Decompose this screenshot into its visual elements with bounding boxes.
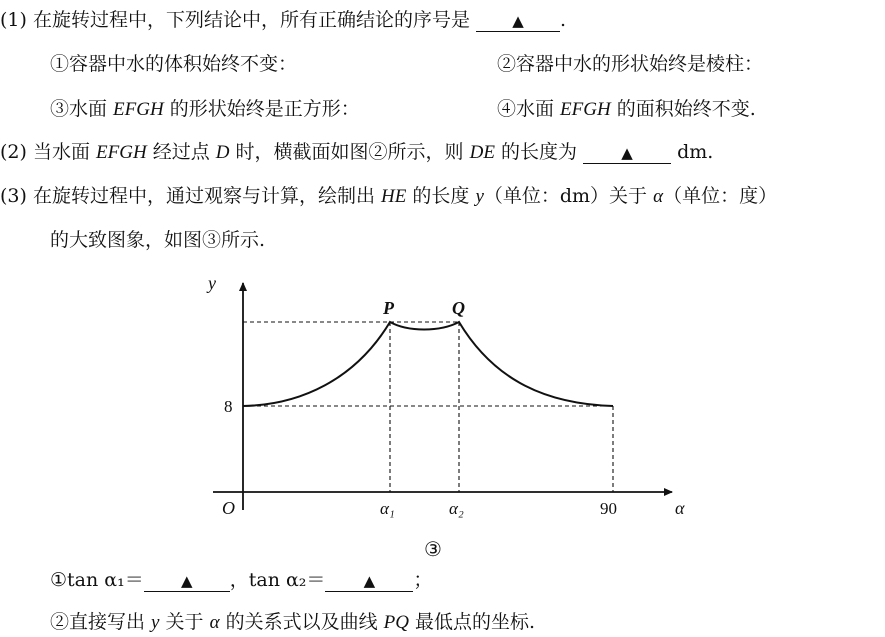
question-3-mid2: （单位：dm）关于: [483, 185, 654, 207]
x-tick-alpha2: α₂: [449, 499, 464, 518]
question-3-pre: 在旋转过程中，通过观察与计算，绘制出: [32, 185, 382, 207]
x-tick-alpha1: α₁: [380, 499, 395, 518]
y-axis-label: y: [208, 273, 216, 293]
question-3-number: (3): [0, 185, 27, 207]
point-q-label: Q: [452, 298, 465, 318]
question-3-var-y: y: [475, 186, 484, 207]
option-3-post: 的形状始终是正方形：: [163, 98, 360, 120]
question-2-blank-marker: ▲: [621, 144, 633, 162]
question-2-mid1: 经过点: [146, 141, 216, 163]
question-1-blank-marker: ▲: [512, 12, 524, 30]
question-2-mid2: 时，横截面如图②所示，则: [229, 141, 470, 163]
sub-1-blank-1-marker: ▲: [180, 572, 193, 590]
question-3-line-2: 的大致图象，如图③所示.: [50, 229, 266, 251]
question-3-mid1: 的长度: [406, 185, 476, 207]
question-2-var-de: DE: [469, 142, 495, 163]
curve: [243, 322, 613, 406]
figure-caption: ③: [424, 539, 442, 561]
sub-1-blank-1[interactable]: [144, 571, 230, 592]
sub-2-var-y: y: [151, 612, 160, 633]
question-3-var-alpha: α: [653, 186, 664, 207]
sub-2-var-alpha: α: [209, 612, 220, 633]
sub-1-mid: ，tan α₂＝: [229, 569, 326, 591]
y-tick-8: 8: [224, 397, 233, 416]
option-1: ①容器中水的体积始终不变：: [50, 53, 298, 75]
origin-label: O: [222, 498, 235, 518]
option-4-post: 的面积始终不变.: [610, 98, 756, 120]
question-2-number: (2): [0, 141, 27, 163]
sub-2-mid2: 的关系式以及曲线: [219, 611, 384, 633]
sub-1-blank-2[interactable]: [325, 571, 413, 592]
sub-question-2: [50, 610, 535, 635]
question-1-end: .: [560, 9, 567, 31]
question-1-text: 在旋转过程中，下列结论中，所有正确结论的序号是: [32, 9, 470, 31]
option-3-var: EFGH: [113, 99, 164, 120]
sub-question-1: [50, 568, 432, 592]
sub-2-mid1: 关于: [159, 611, 210, 633]
sub-1-pre: ①tan α₁＝: [50, 569, 144, 591]
option-3-pre: ③水面: [50, 98, 114, 120]
x-axis-label: α: [675, 498, 685, 518]
question-2-var-d: D: [215, 142, 230, 163]
question-2-unit: dm.: [677, 141, 714, 163]
sub-2-mid3: 最低点的坐标.: [408, 611, 536, 633]
sub-2-pre: ②直接写出: [50, 611, 152, 633]
point-p-label: P: [383, 298, 394, 318]
question-3-var-he: HE: [381, 186, 407, 207]
question-2-pre: 当水面: [32, 141, 97, 163]
option-4-pre: ④水面: [497, 98, 561, 120]
option-2: ②容器中水的形状始终是棱柱：: [497, 53, 764, 75]
option-4-var: EFGH: [560, 99, 611, 120]
question-3-mid3: （单位：度）: [663, 185, 778, 207]
question-2-mid3: 的长度为: [494, 141, 577, 163]
question-1-number: (1): [0, 9, 27, 31]
question-2-var-efgh: EFGH: [96, 142, 147, 163]
x-tick-90: 90: [600, 499, 617, 518]
sub-1-end: ；: [413, 569, 433, 591]
sub-1-blank-2-marker: ▲: [363, 572, 376, 590]
sub-2-var-pq: PQ: [383, 612, 409, 633]
